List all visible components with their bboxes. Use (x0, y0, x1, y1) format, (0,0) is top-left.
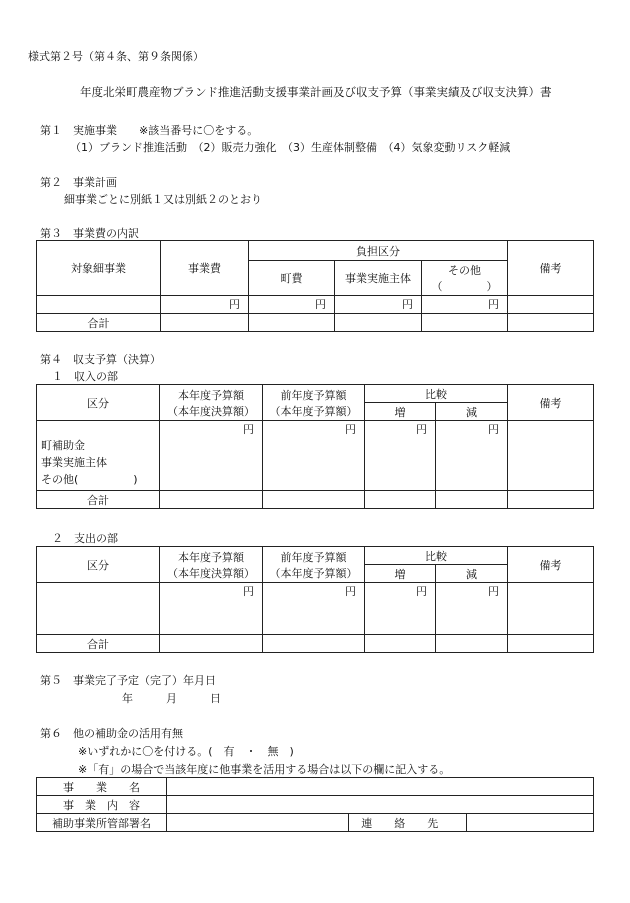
total-note[interactable] (508, 314, 594, 332)
income-prev-year-label: 前年度予算額 (280, 388, 347, 402)
income-table (36, 384, 594, 509)
income-total-label: 合計 (37, 491, 160, 509)
expense-total-note[interactable] (508, 635, 594, 653)
header-share: 負担区分 (249, 241, 508, 261)
document-title: 年度北栄町農産物ブランド推進活動支援事業計画及び収支予算（事業実績及び収支決算）書 (80, 85, 552, 99)
header-other-paren: （ ） (431, 280, 498, 293)
expense-prev-year-cell[interactable]: 円 (263, 583, 365, 635)
income-decrease-cell[interactable]: 円 (436, 421, 508, 491)
income-this-year-cell[interactable]: 円 (160, 421, 263, 491)
cell-cost[interactable]: 円 (161, 296, 249, 314)
income-note-cell[interactable] (508, 421, 594, 491)
office-field[interactable] (167, 814, 349, 832)
income-heading: １ 収入の部 (52, 370, 118, 383)
income-header-prev-year (263, 385, 365, 421)
expense-header-prev-year (263, 547, 365, 583)
header-cost: 事業費 (161, 241, 249, 296)
income-header-compare: 比較 (365, 385, 508, 403)
income-header-increase: 増 (365, 403, 436, 421)
income-this-year-sub: （本年度決算額） (167, 404, 255, 418)
section5-heading: 第５ 事業完了予定（完了）年月日 (40, 674, 216, 687)
expense-total-decrease[interactable] (436, 635, 508, 653)
cell-other[interactable]: 円 (422, 296, 508, 314)
expense-header-note: 備考 (508, 547, 594, 583)
header-note: 備考 (508, 241, 594, 296)
section1-heading: 第１ 実施事業 ※該当番号に〇をする。 (40, 124, 259, 137)
income-total-decrease[interactable] (436, 491, 508, 509)
expense-header-compare: 比較 (365, 547, 508, 565)
expense-note-cell[interactable] (508, 583, 594, 635)
completion-date: 年 月 日 (122, 692, 221, 705)
project-name-field[interactable] (167, 778, 594, 796)
income-total-increase[interactable] (365, 491, 436, 509)
expense-total-prev-year[interactable] (263, 635, 365, 653)
form-label: 様式第２号（第４条、第９条関係） (28, 50, 204, 63)
expense-total-increase[interactable] (365, 635, 436, 653)
other-subsidy-table (36, 777, 594, 832)
header-other (422, 261, 508, 296)
total-cost[interactable] (161, 314, 249, 332)
cell-entity[interactable]: 円 (335, 296, 422, 314)
project-content-field[interactable] (167, 796, 594, 814)
expense-total-label: 合計 (37, 635, 160, 653)
income-header-category: 区分 (37, 385, 160, 421)
total-town[interactable] (249, 314, 335, 332)
cell-target[interactable] (37, 296, 161, 314)
cell-note[interactable] (508, 296, 594, 314)
expense-prev-year-sub: （本年度予算額） (269, 566, 358, 580)
income-this-year-label: 本年度予算額 (178, 388, 244, 402)
income-header-note: 備考 (508, 385, 594, 421)
expense-prev-year-label: 前年度予算額 (280, 550, 347, 564)
expense-breakdown-table (36, 240, 594, 332)
expense-category-cell[interactable] (37, 583, 160, 635)
contact-field[interactable] (467, 814, 594, 832)
row-label-project-content: 事 業 内 容 (37, 796, 167, 814)
expense-table (36, 546, 594, 653)
income-prev-year-sub: （本年度予算額） (269, 404, 358, 418)
income-total-note[interactable] (508, 491, 594, 509)
header-target: 対象細事業 (37, 241, 161, 296)
income-header-this-year (160, 385, 263, 421)
row-label-project-name: 事 業 名 (37, 778, 167, 796)
expense-total-this-year[interactable] (160, 635, 263, 653)
income-total-this-year[interactable] (160, 491, 263, 509)
income-header-decrease: 減 (436, 403, 508, 421)
cell-town[interactable]: 円 (249, 296, 335, 314)
total-other[interactable] (422, 314, 508, 332)
section6-note2: ※「有」の場合で当該年度に他事業を活用する場合は以下の欄に記入する。 (78, 763, 451, 776)
income-item: 町補助金 (41, 439, 85, 452)
expense-this-year-cell[interactable]: 円 (160, 583, 263, 635)
section4-heading: 第４ 収支予算（決算） (40, 353, 161, 366)
expense-header-increase: 増 (365, 565, 436, 583)
section1-options: （1）ブランド推進活動 （2）販売力強化 （3）生産体制整備 （4）気象変動リスク軽減 (70, 141, 511, 154)
total-label: 合計 (37, 314, 161, 332)
expense-increase-cell[interactable]: 円 (365, 583, 436, 635)
section2-text: 細事業ごとに別紙１又は別紙２のとおり (64, 193, 262, 206)
income-item: その他( ) (41, 473, 138, 486)
income-total-prev-year[interactable] (263, 491, 365, 509)
header-town: 町費 (249, 261, 335, 296)
total-entity[interactable] (335, 314, 422, 332)
expense-decrease-cell[interactable]: 円 (436, 583, 508, 635)
section2-heading: 第２ 事業計画 (40, 176, 117, 189)
expense-heading: ２ 支出の部 (52, 532, 118, 545)
expense-header-decrease: 減 (436, 565, 508, 583)
header-other-label: その他 (448, 264, 481, 277)
income-increase-cell[interactable]: 円 (365, 421, 436, 491)
expense-header-category: 区分 (37, 547, 160, 583)
row-label-office: 補助事業所管部署名 (37, 814, 167, 832)
contact-spacer (451, 814, 467, 832)
contact-label: 連 絡 先 (349, 814, 451, 832)
expense-this-year-sub: （本年度決算額） (167, 566, 255, 580)
section3-heading: 第３ 事業費の内訳 (40, 227, 139, 240)
section6-note1: ※いずれかに〇を付ける。( 有 ・ 無 ) (78, 745, 294, 758)
section6-heading: 第６ 他の補助金の活用有無 (40, 727, 183, 740)
expense-this-year-label: 本年度予算額 (178, 550, 244, 564)
income-item: 事業実施主体 (41, 456, 107, 469)
expense-header-this-year (160, 547, 263, 583)
header-entity: 事業実施主体 (335, 261, 422, 296)
income-items (37, 421, 160, 491)
income-prev-year-cell[interactable]: 円 (263, 421, 365, 491)
